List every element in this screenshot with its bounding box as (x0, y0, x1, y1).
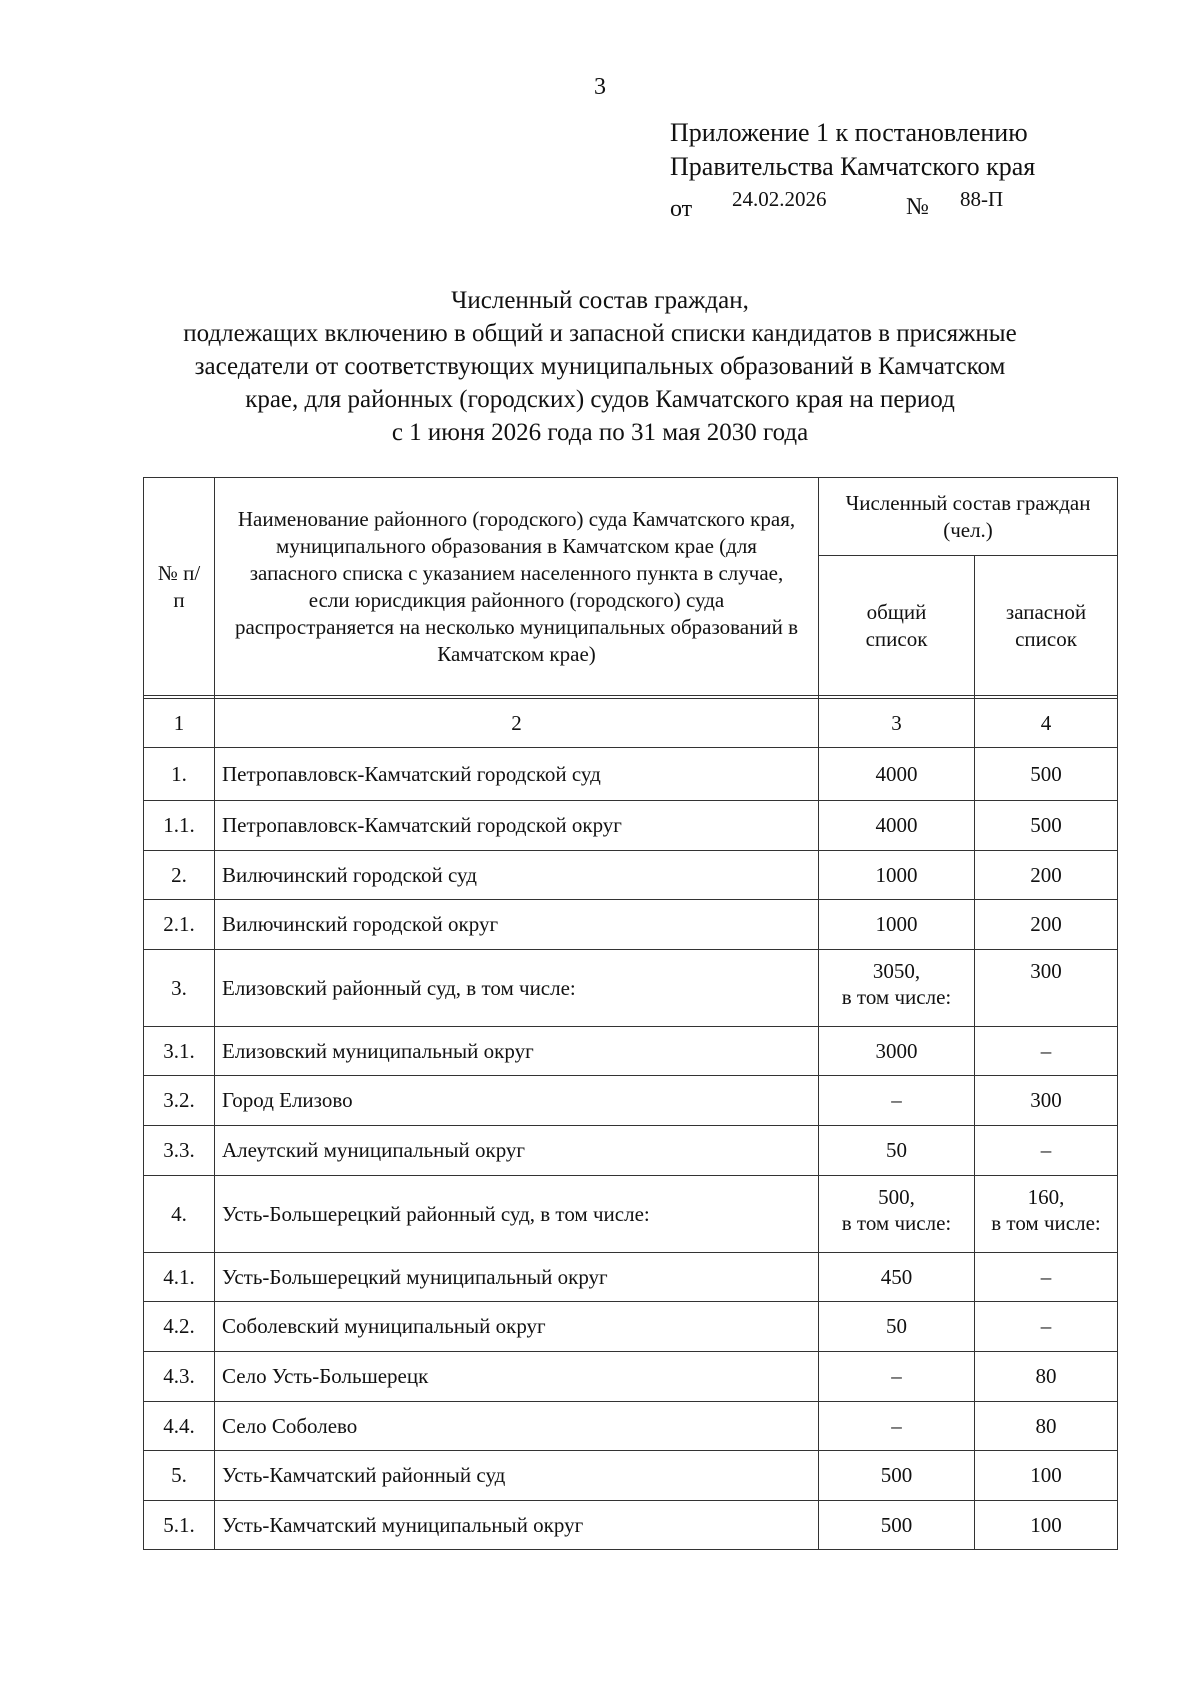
row-general: 450 (819, 1253, 975, 1302)
table-row (144, 1076, 1118, 1126)
row-reserve: 100 (975, 1501, 1118, 1550)
row-reserve-cell (975, 1176, 1118, 1253)
page-number: 3 (594, 74, 606, 100)
row-num: 4.2. (144, 1302, 215, 1352)
row-name: Петропавловск-Камчатский городской округ (215, 801, 819, 851)
row-general-cell (819, 1176, 975, 1253)
row-name: Соболевский муниципальный округ (215, 1302, 819, 1352)
appendix-line-2: Правительства Камчатского края (670, 152, 1036, 181)
row-name: Усть-Камчатский районный суд (215, 1451, 819, 1501)
row-reserve: 80 (975, 1352, 1118, 1402)
table-row (144, 1501, 1118, 1550)
row-reserve: 200 (975, 900, 1118, 950)
row-num: 4.1. (144, 1253, 215, 1302)
row-general: 500 (819, 1501, 975, 1550)
table-row (144, 1451, 1118, 1501)
row-num: 4. (144, 1176, 215, 1253)
row-reserve: 80 (975, 1402, 1118, 1451)
title-line-1: Численный состав граждан, (451, 287, 749, 314)
row-general: 3050, (872, 959, 921, 983)
row-general: – (819, 1352, 975, 1402)
document-title (120, 284, 1080, 449)
column-number-row (144, 699, 1118, 748)
row-general: – (819, 1076, 975, 1126)
row-reserve: 300 (975, 1076, 1118, 1126)
table-row (144, 1176, 1118, 1253)
row-num: 1. (144, 748, 215, 801)
table-row (144, 1253, 1118, 1302)
title-line-4: крае, для районных (городских) судов Камчатского края на период (245, 386, 955, 413)
header-num: № п/п (144, 478, 215, 696)
appendix-line-1: Приложение 1 к постановлению (670, 118, 1028, 147)
citizens-table (143, 477, 1118, 1550)
table-row (144, 801, 1118, 851)
row-general: 500, (878, 1185, 915, 1209)
row-reserve: 300 (975, 950, 1118, 1027)
row-name: Село Соболево (215, 1402, 819, 1451)
title-line-3: заседатели от соответствующих муниципальных образований в Камчатском (194, 353, 1006, 380)
row-num: 5. (144, 1451, 215, 1501)
row-name: Алеутский муниципальный округ (215, 1126, 819, 1176)
row-reserve: 500 (975, 801, 1118, 851)
row-name: Усть-Большерецкий районный суд, в том числе: (215, 1176, 819, 1253)
row-num: 3. (144, 950, 215, 1027)
row-reserve: 500 (975, 748, 1118, 801)
row-num: 5.1. (144, 1501, 215, 1550)
appendix-number: 88-П (960, 187, 1004, 211)
row-reserve: – (975, 1027, 1118, 1076)
table-row (144, 1126, 1118, 1176)
row-general: 4000 (819, 748, 975, 801)
header-reserve: запасной список (975, 556, 1118, 696)
row-general-note: в том числе: (841, 985, 952, 1009)
row-reserve: 100 (975, 1451, 1118, 1501)
row-general: – (819, 1402, 975, 1451)
row-name: Вилючинский городской округ (215, 900, 819, 950)
row-reserve: – (975, 1302, 1118, 1352)
row-reserve-note: в том числе: (991, 1211, 1101, 1235)
row-general-note: в том числе: (841, 1211, 952, 1235)
row-num: 3.2. (144, 1076, 215, 1126)
col-number-4: 4 (975, 699, 1118, 748)
row-general-cell (819, 950, 975, 1027)
col-number-1: 1 (144, 699, 215, 748)
row-name: Город Елизово (215, 1076, 819, 1126)
row-general: 500 (819, 1451, 975, 1501)
row-num: 2.1. (144, 900, 215, 950)
row-name: Елизовский муниципальный округ (215, 1027, 819, 1076)
row-name: Вилючинский городской суд (215, 851, 819, 900)
title-line-5: с 1 июня 2026 года по 31 мая 2030 года (391, 419, 809, 446)
row-num: 3.3. (144, 1126, 215, 1176)
table-row (144, 900, 1118, 950)
table-row (144, 1402, 1118, 1451)
appendix-block (670, 116, 1036, 222)
row-general: 1000 (819, 900, 975, 950)
row-reserve: – (975, 1253, 1118, 1302)
row-name: Петропавловск-Камчатский городской суд (215, 748, 819, 801)
row-name: Елизовский районный суд, в том числе: (215, 950, 819, 1027)
table-row (144, 851, 1118, 900)
row-general: 50 (819, 1126, 975, 1176)
row-num: 4.3. (144, 1352, 215, 1402)
table-header-row-1 (144, 478, 1118, 556)
table-row (144, 1302, 1118, 1352)
row-name: Усть-Камчатский муниципальный округ (215, 1501, 819, 1550)
row-reserve: 200 (975, 851, 1118, 900)
row-general: 3000 (819, 1027, 975, 1076)
appendix-line-3 (670, 184, 1035, 222)
header-group: Численный состав граждан (чел.) (819, 478, 1118, 556)
appendix-date: 24.02.2026 (732, 187, 827, 211)
row-general: 4000 (819, 801, 975, 851)
row-general: 1000 (819, 851, 975, 900)
col-number-2: 2 (215, 699, 819, 748)
row-reserve: – (975, 1126, 1118, 1176)
title-line-2: подлежащих включению в общий и запасной списки кандидатов в присяжные (183, 320, 1017, 347)
header-general: общий список (819, 556, 975, 696)
appendix-from-label: от (670, 196, 693, 222)
row-reserve: 160, (1027, 1185, 1065, 1209)
row-num: 2. (144, 851, 215, 900)
row-general: 50 (819, 1302, 975, 1352)
appendix-number-sign: № (906, 194, 929, 220)
row-num: 4.4. (144, 1402, 215, 1451)
row-name: Село Усть-Большерецк (215, 1352, 819, 1402)
table-row (144, 950, 1118, 1027)
table-row (144, 748, 1118, 801)
col-number-3: 3 (819, 699, 975, 748)
row-num: 3.1. (144, 1027, 215, 1076)
row-name: Усть-Большерецкий муниципальный округ (215, 1253, 819, 1302)
table-row (144, 1352, 1118, 1402)
header-name: Наименование районного (городского) суда Камчатского края, муниципального образования в Камчатском крае (для запасного списка с указанием населенного пункта в случае, если юрисдикция районного (городского) суда распространяется на несколько муниципальных образований в Камчатском крае) (215, 478, 819, 696)
table-row (144, 1027, 1118, 1076)
row-num: 1.1. (144, 801, 215, 851)
